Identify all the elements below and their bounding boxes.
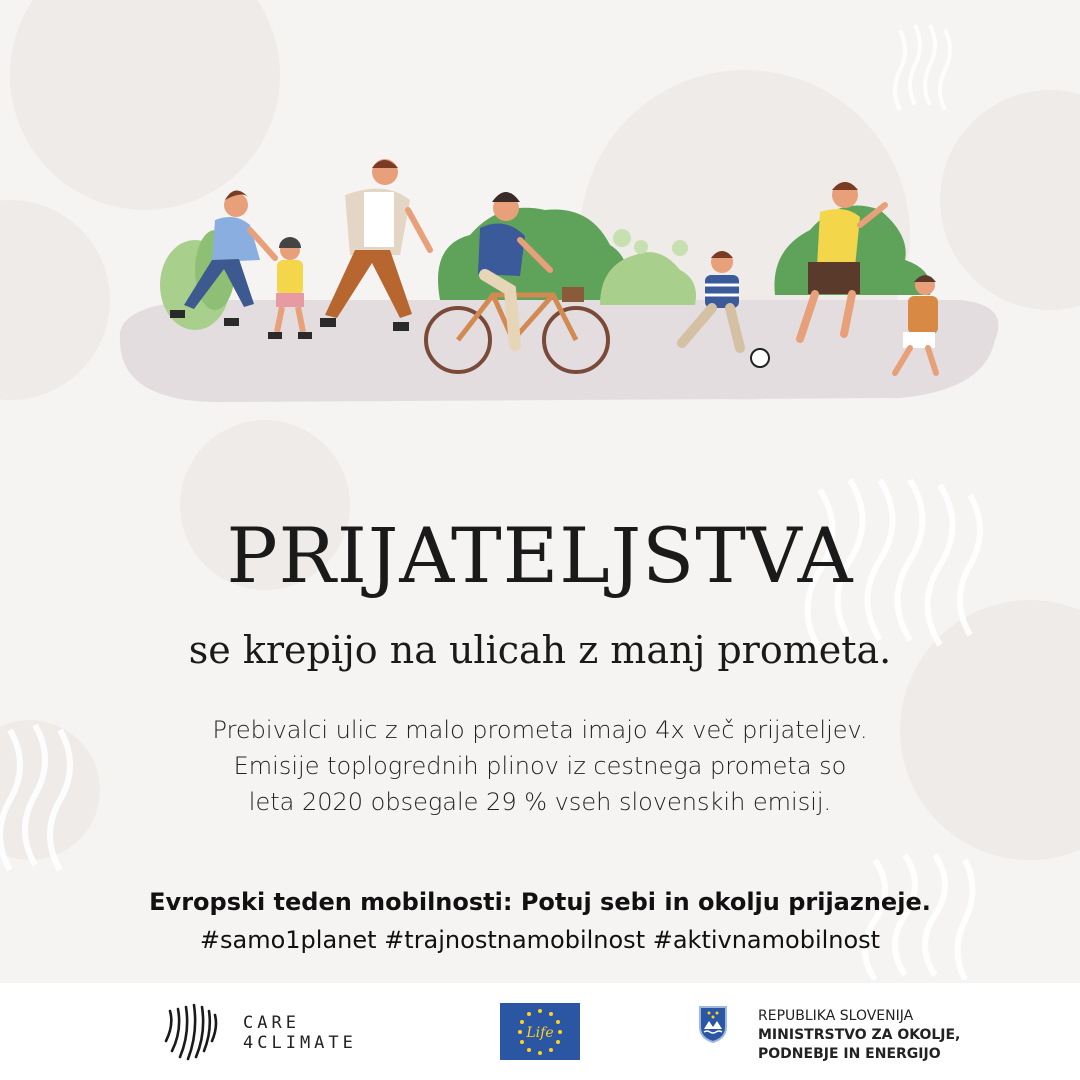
life-logo-text: Life <box>526 1025 554 1041</box>
campaign-slogan: Evropski teden mobilnosti: Potuj sebi in okolju prijazneje. <box>149 888 931 916</box>
body-line: Emisije toplogrednih plinov iz cestnega prometa so <box>233 752 847 780</box>
wave-pattern <box>880 20 970 110</box>
headline: PRIJATELJSTVA <box>226 511 854 600</box>
subheadline: se krepijo na ulicah z manj prometa. <box>188 628 892 672</box>
ministry-line1: REPUBLIKA SLOVENIJA <box>758 1008 914 1024</box>
slovenia-crest-icon <box>698 1005 728 1043</box>
street-path <box>120 300 999 402</box>
ministry-name <box>758 1007 960 1064</box>
care4climate-line2: 4CLIMATE <box>243 1033 357 1053</box>
body-line: leta 2020 obsegale 29 % vseh slovenskih emisij. <box>248 788 832 816</box>
body-text <box>0 712 1080 820</box>
body-line: Prebivalci ulic z malo prometa imajo 4x več prijateljev. <box>212 716 868 744</box>
people-street-illustration <box>0 150 1080 440</box>
care4climate-wordmark <box>243 1013 357 1053</box>
care4climate-logo-icon <box>158 1001 220 1063</box>
care4climate-line1: CARE <box>243 1013 300 1033</box>
eu-life-logo <box>500 1003 580 1060</box>
ministry-line2: MINISTRSTVO ZA OKOLJE, <box>758 1027 961 1043</box>
footer-logos <box>0 983 1080 1080</box>
ministry-line3: PODNEBJE IN ENERGIJO <box>758 1046 941 1062</box>
hashtags: #samo1planet #trajnostnamobilnost #aktivnamobilnost <box>199 926 881 954</box>
